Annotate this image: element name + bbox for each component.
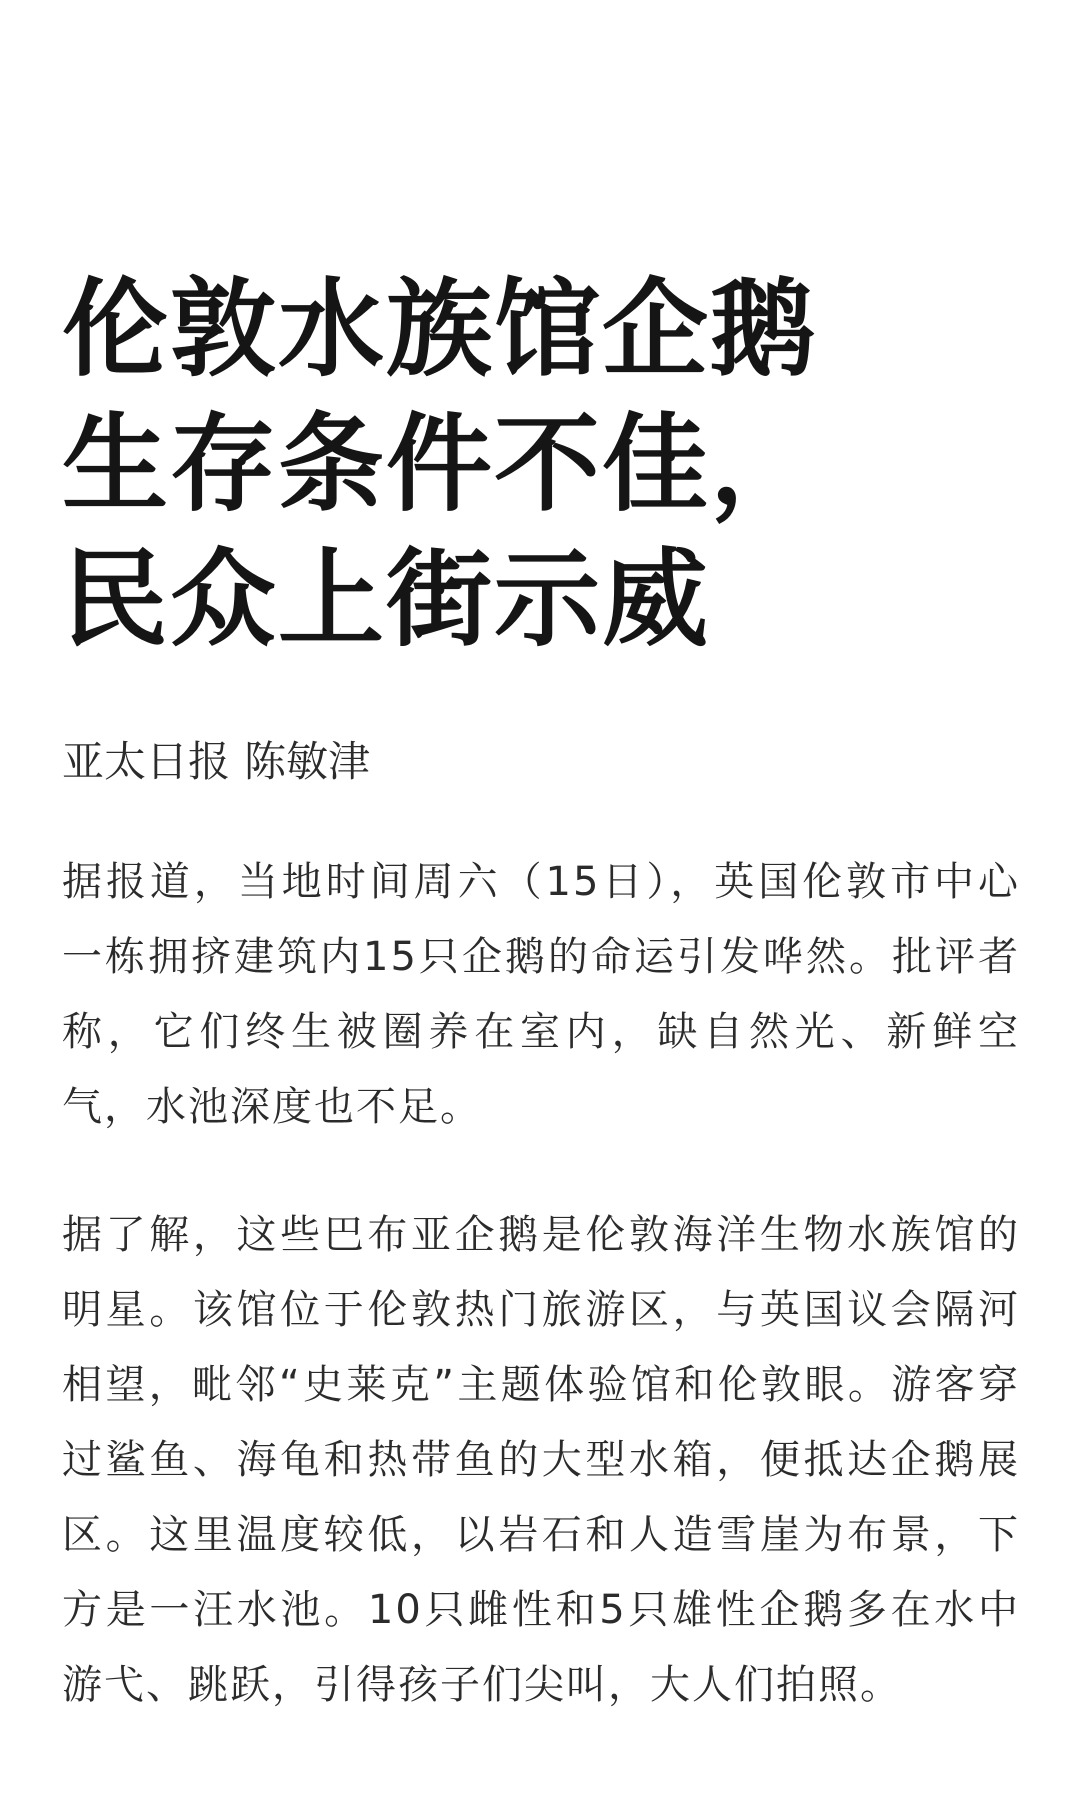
paragraph-1: 据报道，当地时间周六（15日），英国伦敦市中心一栋拥挤建筑内15只企鹅的命运引发哗然。批评者称，它们终生被圈养在室内，缺自然光、新鲜空气，水池深度也不足。 <box>62 859 1020 1130</box>
headline-line-1: 伦敦水族馆企鹅 <box>62 268 818 391</box>
paragraph-2: 据了解，这些巴布亚企鹅是伦敦海洋生物水族馆的明星。该馆位于伦敦热门旅游区，与英国议会隔河相望，毗邻“史莱克”主题体验馆和伦敦眼。游客穿过鲨鱼、海龟和热带鱼的大型水箱，便抵达企鹅展区。这里温度较低，以岩石和人造雪崖为布景，下方是一汪水池。10只雌性和5只雄性企鹅多在水中游弋、跳跃，引得孩子们尖叫，大人们拍照。 <box>62 1212 1020 1708</box>
headline <box>62 262 1020 667</box>
headline-line-3: 民众上街示威 <box>62 538 710 661</box>
article <box>62 262 1020 1723</box>
headline-line-2: 生存条件不佳， <box>62 403 818 526</box>
byline-source: 亚太日报 <box>62 737 231 786</box>
byline <box>62 734 1020 790</box>
byline-author: 陈敏津 <box>244 737 371 786</box>
